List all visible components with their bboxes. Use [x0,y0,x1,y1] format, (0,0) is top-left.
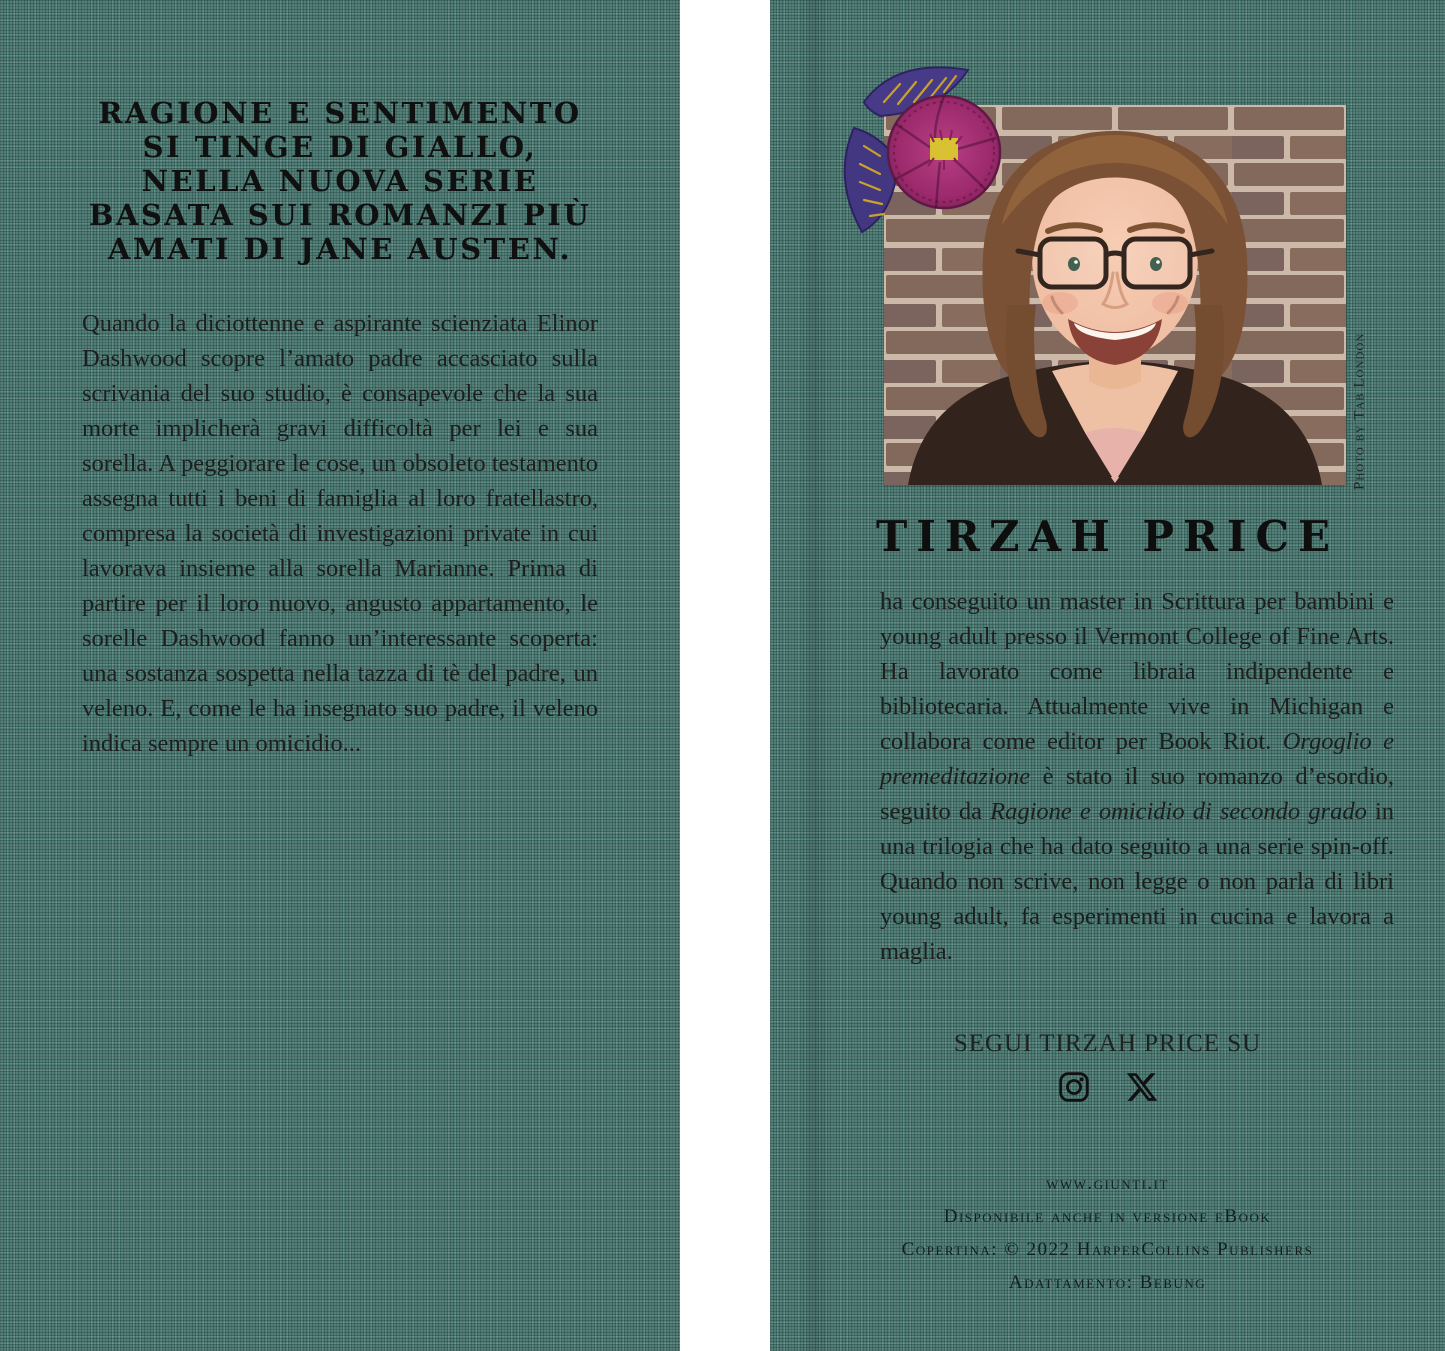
credit-line: www.giunti.it [1046,1173,1169,1194]
bio-text: ha conseguito un master in Scrittura per bambini e young adult presso il Vermont College of Fine Arts. Ha lavorato come libraia indipendente e bibliotecaria. Attualmente vive in Michigan e collabora come editor per Book Riot. [880,588,1394,755]
flap-fold-crease [798,0,832,1351]
x-twitter-icon [1125,1070,1159,1104]
bio-text: è stato il suo romanzo d’esordio, seguito da [880,763,1394,825]
headline-line: RAGIONE E SENTIMENTO [98,96,582,130]
left-flap-synopsis: Quando la diciottenne e aspirante scienziata Elinor Dashwood scopre l’amato padre accasciato sulla scrivania del suo studio, è consapevole che la sua morte implicherà gravi difficoltà per lei e sua sorella. A peggiorare le cose, un obsoleto testamento assegna tutti i beni di famiglia al loro fratellastro, compresa la società di investigazioni private in cui lavorava insieme alla sorella Marianne. Prima di partire per il loro nuovo, angusto appartamento, le sorelle Dashwood fanno un’interessante scoperta: una sostanza sospetta nella tazza di tè del padre, un veleno. E, come le ha insegnato suo padre, il veleno indica sempre un omicidio... [82,310,598,757]
credit-line: Disponibile anche in versione eBook [943,1206,1272,1227]
headline-line: NELLA NUOVA SERIE [141,164,539,198]
book-title-italic: Ragione e omicidio di secondo grado [990,798,1367,825]
credit-line: Adattamento: Bebung [1008,1272,1207,1293]
headline-line: AMATI DI JANE AUSTEN. [107,232,573,266]
left-flap-headline [30,96,650,266]
headline-line: BASATA SUI ROMANZI PIÙ [88,198,592,232]
publisher-credits [770,1174,1445,1306]
author-bio [880,584,1394,969]
book-title-italic: Orgoglio e premeditazione [880,728,1394,790]
instagram-icon [1057,1070,1091,1104]
photo-credit: Photo by Tab London [1351,332,1368,490]
embroidered-flower-ornament [836,50,1018,244]
bio-text: in una trilogia che ha dato seguito a una serie spin-off. Quando non scrive, non legge o non parla di libri young adult, fa esperimenti in cucina e lavora a maglia. [880,798,1394,965]
follow-label: SEGUI TIRZAH PRICE SU [953,1030,1262,1057]
credit-line: Copertina: © 2022 HarperCollins Publishers [901,1239,1314,1260]
left-flap [0,0,680,1351]
author-name: TIRZAH PRICE [876,512,1339,561]
headline-line: SI TINGE DI GIALLO, [142,130,538,164]
social-icons-row [770,1070,1445,1104]
